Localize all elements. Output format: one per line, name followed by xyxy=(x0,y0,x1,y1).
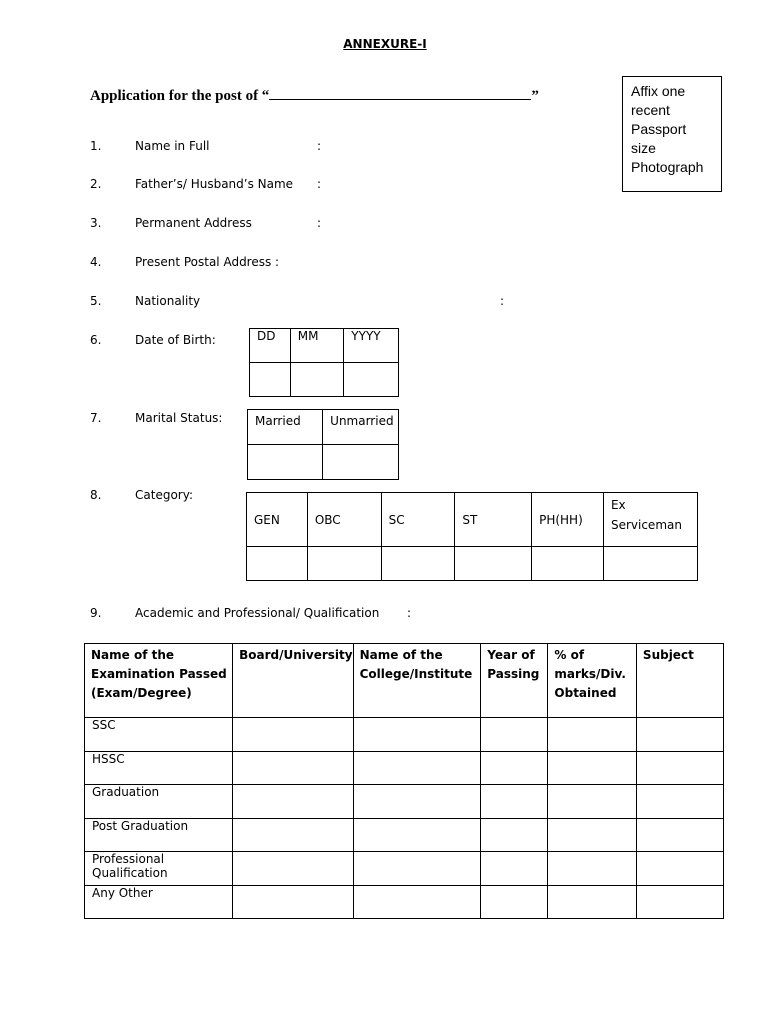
annexure-title: ANNEXURE-I xyxy=(343,37,427,51)
qual-cell[interactable] xyxy=(481,752,548,785)
father-husband-name-label: Father’s/ Husband’s Name xyxy=(135,177,294,191)
category-obc-cell[interactable] xyxy=(307,547,381,581)
table-row xyxy=(85,718,724,752)
qual-cell[interactable] xyxy=(233,886,353,919)
photo-box-line: Passport xyxy=(631,121,687,137)
application-title-suffix: ” xyxy=(531,88,539,104)
field-number: 8. xyxy=(90,488,102,502)
qual-cell[interactable] xyxy=(481,718,548,752)
dob-year-cell[interactable] xyxy=(344,363,399,397)
qual-header-board: Board/University xyxy=(233,644,353,718)
qual-row-label: HSSC xyxy=(85,752,233,785)
qual-cell[interactable] xyxy=(353,852,481,886)
field-number: 2. xyxy=(90,177,102,191)
category-header-sc: SC xyxy=(381,493,455,547)
qual-cell[interactable] xyxy=(636,819,723,852)
qual-cell[interactable] xyxy=(481,886,548,919)
qual-cell[interactable] xyxy=(548,718,637,752)
category-header-ex-serviceman: Ex Serviceman xyxy=(603,493,697,547)
marital-status-table xyxy=(247,409,399,480)
qual-cell[interactable] xyxy=(233,718,353,752)
qual-header-college: Name of the College/Institute xyxy=(353,644,481,718)
dob-header-mm: MM xyxy=(290,329,344,363)
qual-row-label: Professional Qualification xyxy=(85,852,233,886)
marital-header-married: Married xyxy=(248,410,323,445)
qual-cell[interactable] xyxy=(548,785,637,819)
field-colon: : xyxy=(317,216,322,230)
qual-cell[interactable] xyxy=(636,718,723,752)
field-colon: : xyxy=(317,177,322,191)
qual-row-label: Graduation xyxy=(85,785,233,819)
category-ph-cell[interactable] xyxy=(532,547,604,581)
date-of-birth-label: Date of Birth: xyxy=(135,333,216,347)
table-row xyxy=(85,785,724,819)
category-sc-cell[interactable] xyxy=(381,547,455,581)
category-header-st: ST xyxy=(455,493,532,547)
qual-cell[interactable] xyxy=(548,819,637,852)
photo-box-line: size xyxy=(631,140,656,156)
marital-header-unmarried: Unmarried xyxy=(323,410,399,445)
married-cell[interactable] xyxy=(248,445,323,480)
qual-cell[interactable] xyxy=(353,886,481,919)
qual-cell[interactable] xyxy=(636,752,723,785)
table-row xyxy=(85,752,724,785)
qual-header-marks: % of marks/Div. Obtained xyxy=(548,644,637,718)
qual-cell[interactable] xyxy=(481,785,548,819)
qual-header-subject: Subject xyxy=(636,644,723,718)
field-number: 1. xyxy=(90,139,102,153)
table-row xyxy=(85,819,724,852)
photo-box-line: recent xyxy=(631,102,670,118)
qual-cell[interactable] xyxy=(233,785,353,819)
field-number: 3. xyxy=(90,216,102,230)
qualification-table xyxy=(84,643,724,919)
dob-header-yyyy: YYYY xyxy=(344,329,399,363)
qual-cell[interactable] xyxy=(233,852,353,886)
dob-table xyxy=(249,328,399,397)
qual-header-examination: Name of the Examination Passed (Exam/Degree) xyxy=(85,644,233,718)
field-colon: : xyxy=(500,294,505,308)
unmarried-cell[interactable] xyxy=(323,445,399,480)
application-title-prefix: Application for the post of “ xyxy=(90,88,270,104)
table-row xyxy=(85,886,724,919)
category-st-cell[interactable] xyxy=(455,547,532,581)
permanent-address-label: Permanent Address xyxy=(135,216,252,230)
name-in-full-label: Name in Full xyxy=(135,139,210,153)
category-header-gen: GEN xyxy=(247,493,308,547)
field-number: 7. xyxy=(90,411,102,425)
present-postal-address-label: Present Postal Address : xyxy=(135,255,280,269)
dob-day-cell[interactable] xyxy=(250,363,291,397)
qual-cell[interactable] xyxy=(353,752,481,785)
qual-cell[interactable] xyxy=(233,752,353,785)
qual-row-label: SSC xyxy=(85,718,233,752)
dob-month-cell[interactable] xyxy=(290,363,344,397)
field-number: 9. xyxy=(90,606,102,620)
qual-cell[interactable] xyxy=(353,785,481,819)
qual-cell[interactable] xyxy=(548,852,637,886)
field-number: 6. xyxy=(90,333,102,347)
category-table xyxy=(246,492,698,581)
photo-box-line: Photograph xyxy=(631,159,704,175)
qual-cell[interactable] xyxy=(548,752,637,785)
field-number: 5. xyxy=(90,294,102,308)
qual-cell[interactable] xyxy=(548,886,637,919)
marital-status-label: Marital Status: xyxy=(135,411,223,425)
category-label: Category: xyxy=(135,488,193,502)
qual-cell[interactable] xyxy=(636,785,723,819)
qual-header-year: Year of Passing xyxy=(481,644,548,718)
qual-cell[interactable] xyxy=(481,819,548,852)
table-row xyxy=(85,852,724,886)
category-header-obc: OBC xyxy=(307,493,381,547)
photo-box-line: Affix one xyxy=(631,83,686,99)
category-gen-cell[interactable] xyxy=(247,547,308,581)
application-title xyxy=(90,86,539,105)
nationality-label: Nationality xyxy=(135,294,201,308)
field-colon: : xyxy=(317,139,322,153)
category-header-ph: PH(HH) xyxy=(532,493,604,547)
qual-cell[interactable] xyxy=(353,819,481,852)
qual-row-label: Any Other xyxy=(85,886,233,919)
qual-cell[interactable] xyxy=(481,852,548,886)
qual-cell[interactable] xyxy=(353,718,481,752)
qual-cell[interactable] xyxy=(636,852,723,886)
post-name-blank[interactable] xyxy=(269,86,531,100)
field-number: 4. xyxy=(90,255,102,269)
qual-cell[interactable] xyxy=(636,886,723,919)
category-ex-serviceman-cell[interactable] xyxy=(603,547,697,581)
qual-cell[interactable] xyxy=(233,819,353,852)
photo-box xyxy=(622,76,722,192)
field-colon: : xyxy=(407,606,412,620)
qual-row-label: Post Graduation xyxy=(85,819,233,852)
qualification-label: Academic and Professional/ Qualification xyxy=(135,606,380,620)
dob-header-dd: DD xyxy=(250,329,291,363)
